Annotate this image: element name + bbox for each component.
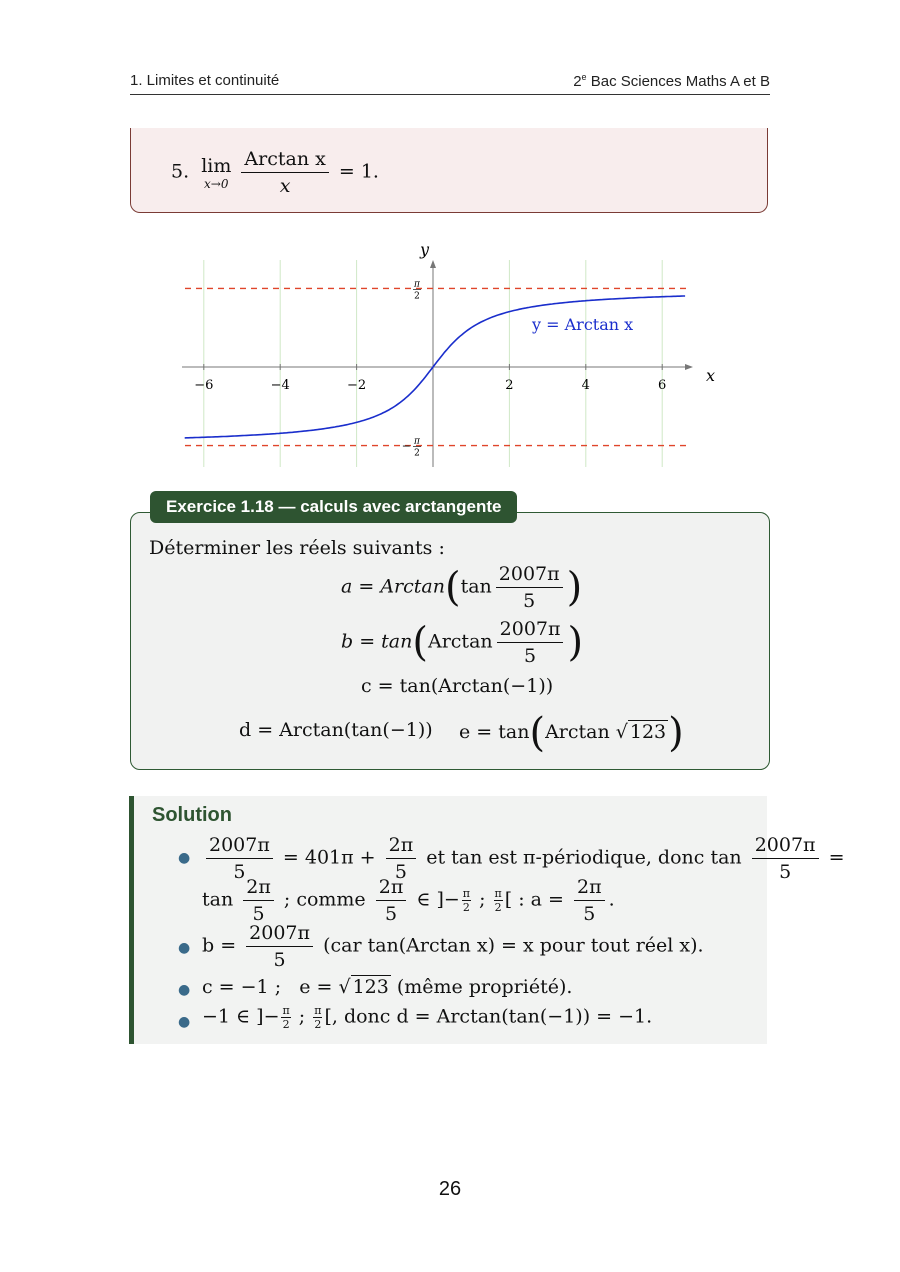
x-axis-label: x (706, 366, 716, 385)
solution-line-2: tan $\frac{2\pi}{5}$ ; comme $\frac{2\pi}{5}$ ∈ ]− $\frac{\pi}{2}$ ; $\frac{\pi}{2}$ [ : a = $\frac{2\pi}{5}$ . (202, 876, 615, 925)
bullet-icon: ● (178, 850, 191, 866)
expr-b: b = tan(Arctan $\frac{2007\pi}{5}$ ) (341, 618, 584, 667)
svg-text:2: 2 (414, 448, 420, 459)
arctan-chart (170, 235, 730, 475)
x-tick-label: 2 (505, 378, 514, 393)
y-axis-label: y (420, 240, 430, 259)
x-tick-label: 6 (658, 378, 667, 393)
solution-line-3: b = $\frac{2007\pi}{5}$ (car tan(Arctan x) = x pour tout réel x). (202, 922, 704, 971)
exercise-title: Exercice 1.18 — calculs avec arctangente (150, 491, 517, 523)
expr-a: a = Arctan(tan $\frac{2007\pi}{5}$ ) (341, 563, 583, 612)
x-tick-label: −2 (347, 378, 367, 393)
x-tick-label: −4 (270, 378, 290, 393)
x-tick-label: 4 (581, 378, 590, 393)
curve-label: y = Arctan x (532, 315, 634, 334)
property-item-5: 5. lim x→0 $\frac{\text{Arctan x}}{x}$ = 1. (171, 148, 379, 197)
running-header (130, 72, 770, 95)
solution-title: Solution (152, 804, 232, 826)
y-axis-arrow-icon (430, 260, 436, 268)
exercise-intro: Déterminer les réels suivants : (149, 537, 445, 559)
svg-text:−: − (401, 439, 411, 453)
property-box (130, 128, 768, 213)
page-number: 26 (438, 1178, 462, 1200)
solution-box (129, 796, 845, 1044)
x-axis-arrow-icon (685, 364, 693, 370)
bullet-icon: ● (178, 940, 191, 956)
y-tick-label (413, 279, 421, 301)
solution-line-4: c = −1 ; e = √ 123 (même propriété). (202, 976, 573, 998)
header-chapter: 1. Limites et continuité (130, 72, 280, 89)
svg-text:π: π (414, 279, 420, 290)
bullet-icon: ● (178, 982, 191, 998)
svg-text:π: π (414, 436, 420, 447)
limit-operator: lim x→0 (201, 154, 232, 191)
limit-fraction: $\frac{\text{Arctan x}}{x}$ (241, 148, 328, 197)
exercise-box (130, 512, 770, 770)
expr-e: e = tan(Arctan √ 123) (459, 710, 684, 756)
svg-text:2: 2 (414, 291, 420, 302)
expr-c: c = tan(Arctan(−1)) (361, 675, 554, 697)
y-tick-label (402, 437, 421, 459)
solution-line-5: −1 ∈ ]− $\frac{\pi}{2}$ ; $\frac{\pi}{2}$ [, donc d = Arctan(tan(−1)) = −1. (202, 1004, 653, 1031)
expr-d: d = Arctan(tan(−1)) (239, 719, 433, 741)
header-level: 2e Bac Sciences Maths A et B (573, 72, 770, 90)
solution-line-1: $\frac{2007\pi}{5}$ = 401π + $\frac{2\pi}{5}$ et tan est π-périodique, donc tan $\frac{2007\pi}{5}$ = (202, 834, 845, 883)
x-tick-label: −6 (194, 378, 214, 393)
bullet-icon: ● (178, 1014, 191, 1030)
